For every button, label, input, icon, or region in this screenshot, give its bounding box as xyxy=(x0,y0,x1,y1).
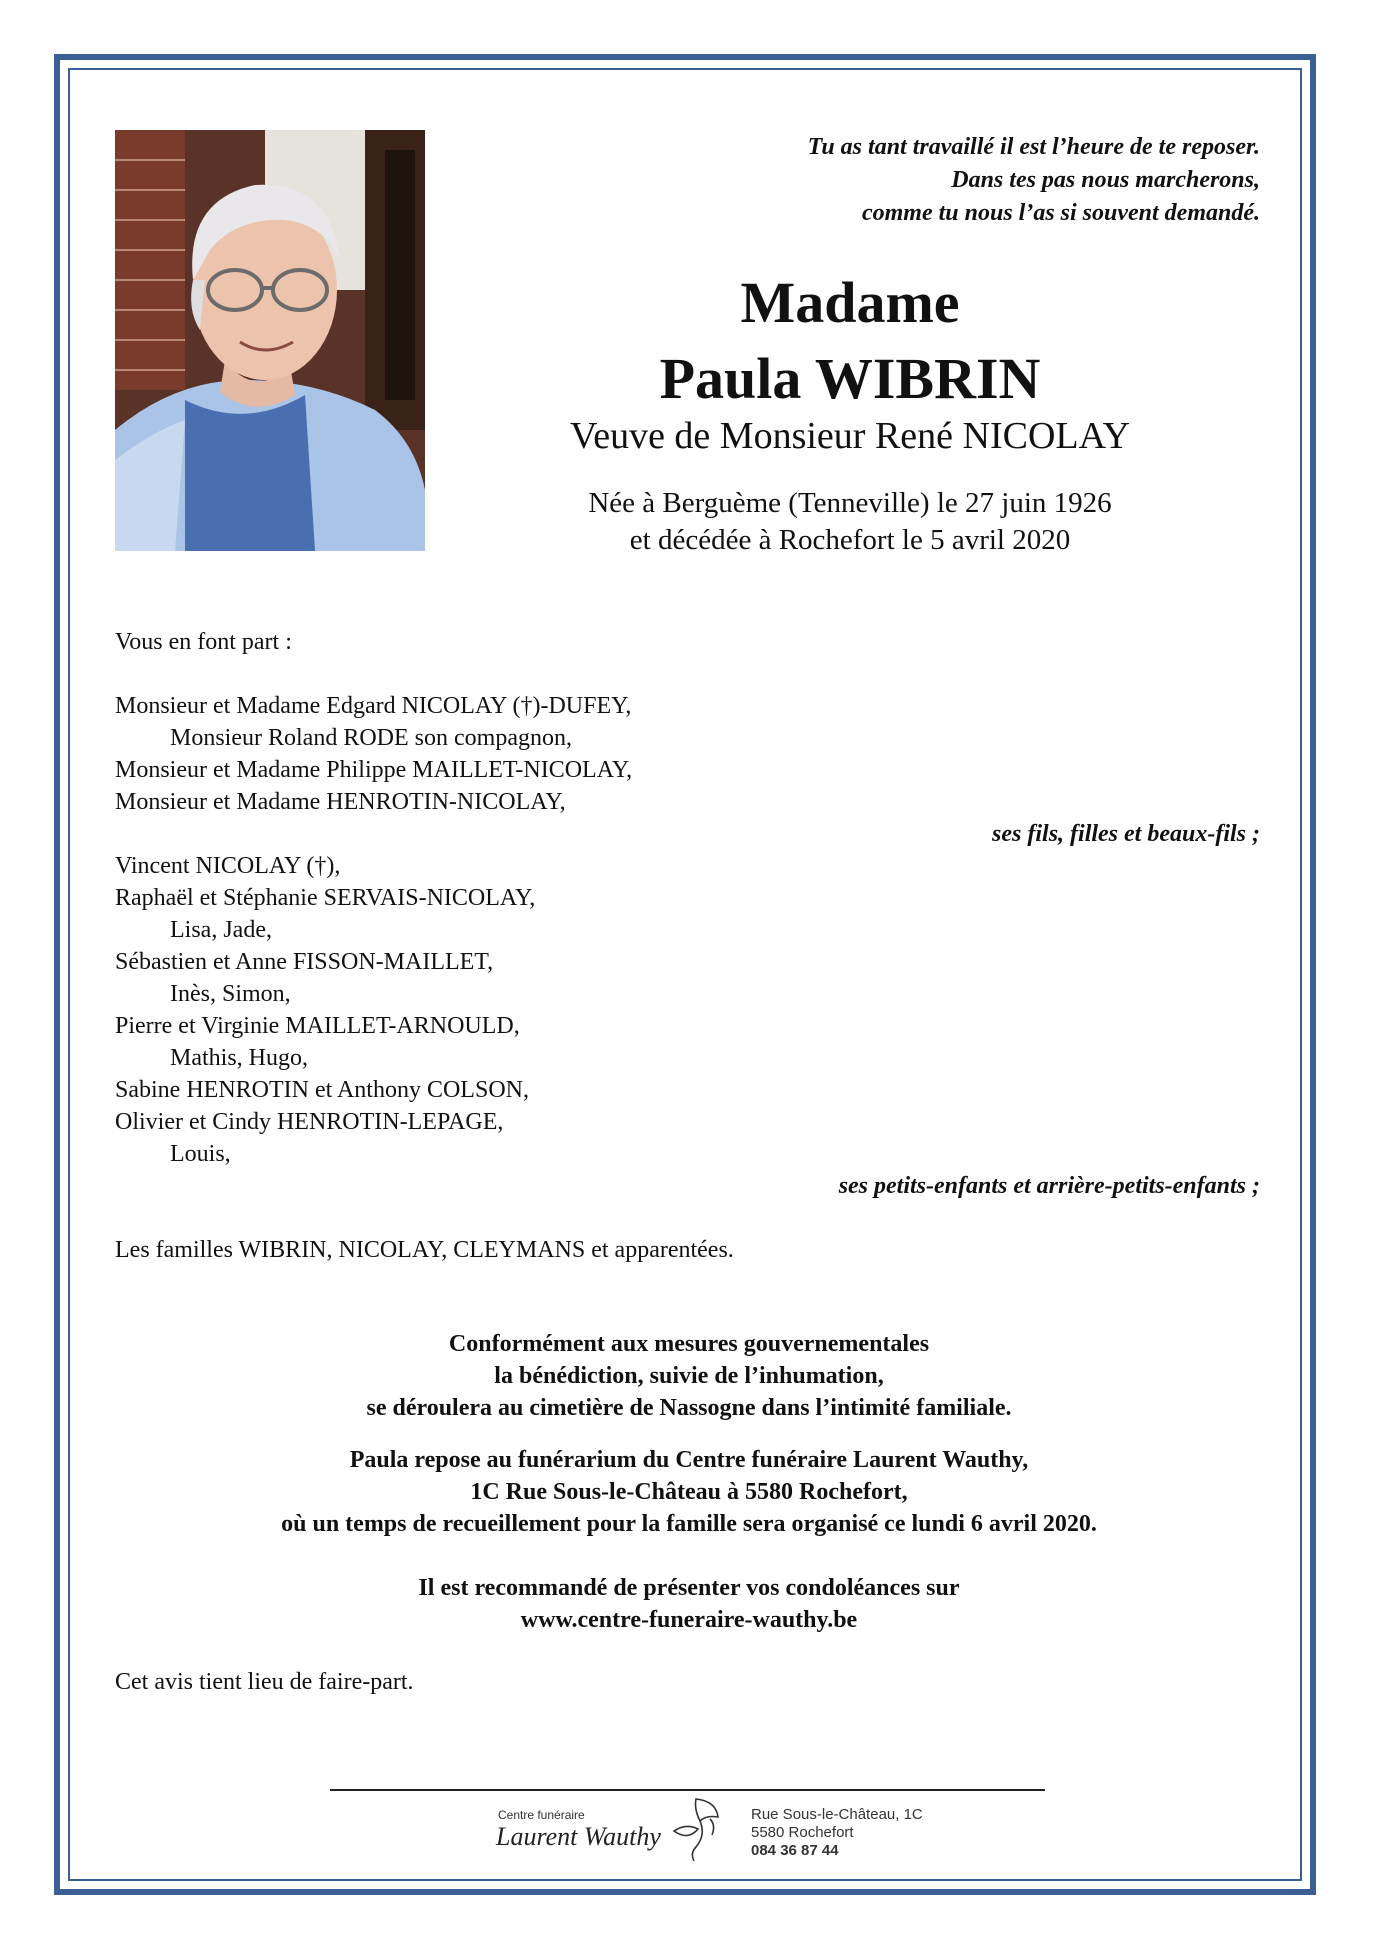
list-item: Olivier et Cindy HENROTIN-LEPAGE, xyxy=(115,1109,504,1135)
list-item: Monsieur Roland RODE son compagnon, xyxy=(170,725,572,751)
address-street: Rue Sous-le-Château, 1C xyxy=(751,1806,923,1823)
birth-death-dates xyxy=(520,485,1180,559)
poem-line: Dans tes pas nous marcherons, xyxy=(951,167,1260,193)
address-phone: 084 36 87 44 xyxy=(751,1842,839,1859)
notice-line: où un temps de recueillement pour la famille sera organisé ce lundi 6 avril 2020. xyxy=(281,1511,1097,1537)
grandchildren-role: ses petits-enfants et arrière-petits-enfants ; xyxy=(838,1173,1260,1199)
closing-line: Cet avis tient lieu de faire-part. xyxy=(115,1669,414,1695)
address-city: 5580 Rochefort xyxy=(751,1824,854,1841)
widow-line: Veuve de Monsieur René NICOLAY xyxy=(569,415,1131,457)
condolences-notice xyxy=(115,1572,1263,1636)
logo-name: Laurent Wauthy xyxy=(496,1822,661,1851)
logo-subtitle: Centre funéraire xyxy=(498,1808,585,1822)
notice-line: la bénédiction, suivie de l’inhumation, xyxy=(494,1363,884,1389)
footer-divider xyxy=(330,1789,1045,1791)
ceremony-notice xyxy=(115,1328,1263,1424)
notice-line: se déroulera au cimetière de Nassogne dans l’intimité familiale. xyxy=(366,1395,1012,1421)
death-line: et décédée à Rochefort le 5 avril 2020 xyxy=(629,524,1071,556)
epigraph-poem xyxy=(560,131,1260,230)
notice-line: Paula repose au funérarium du Centre funéraire Laurent Wauthy, xyxy=(349,1447,1029,1473)
portrait-photo xyxy=(115,130,425,551)
list-item: Sébastien et Anne FISSON-MAILLET, xyxy=(115,949,494,975)
footer-address xyxy=(751,1806,923,1860)
funerarium-notice xyxy=(115,1444,1263,1540)
list-item: Louis, xyxy=(170,1141,231,1167)
list-item: Monsieur et Madame Philippe MAILLET-NICOLAY, xyxy=(115,757,633,783)
list-item: Pierre et Virginie MAILLET-ARNOULD, xyxy=(115,1013,520,1039)
poem-line: Tu as tant travaillé il est l’heure de te reposer. xyxy=(807,134,1260,160)
birth-line: Née à Berguème (Tenneville) le 27 juin 1926 xyxy=(588,487,1112,519)
notice-line: 1C Rue Sous-le-Château à 5580 Rochefort, xyxy=(470,1479,908,1505)
website-link[interactable]: www.centre-funeraire-wauthy.be xyxy=(520,1607,858,1633)
families-line: Les familles WIBRIN, NICOLAY, CLEYMANS et apparentées. xyxy=(115,1237,734,1263)
children-list xyxy=(115,690,632,818)
calla-lily-logo-icon xyxy=(666,1795,726,1863)
children-role: ses fils, filles et beaux-fils ; xyxy=(992,821,1260,847)
list-item: Mathis, Hugo, xyxy=(170,1045,308,1071)
list-item: Sabine HENROTIN et Anthony COLSON, xyxy=(115,1077,529,1103)
list-item: Vincent NICOLAY (†), xyxy=(115,853,341,879)
list-item: Inès, Simon, xyxy=(170,981,291,1007)
list-item: Monsieur et Madame HENROTIN-NICOLAY, xyxy=(115,789,566,815)
notice-line: Conformément aux mesures gouvernementales xyxy=(448,1331,930,1357)
list-item: Monsieur et Madame Edgard NICOLAY (†)-DUFEY, xyxy=(115,693,632,719)
deceased-name: Paula WIBRIN xyxy=(659,346,1041,411)
list-item: Lisa, Jade, xyxy=(170,917,272,943)
notice-line: Il est recommandé de présenter vos condoléances sur xyxy=(418,1575,960,1601)
grandchildren-list xyxy=(115,850,535,1170)
honorific-title: Madame xyxy=(740,270,960,335)
intro-text: Vous en font part : xyxy=(115,629,292,655)
list-item: Raphaël et Stéphanie SERVAIS-NICOLAY, xyxy=(115,885,536,911)
poem-line: comme tu nous l’as si souvent demandé. xyxy=(861,200,1260,226)
